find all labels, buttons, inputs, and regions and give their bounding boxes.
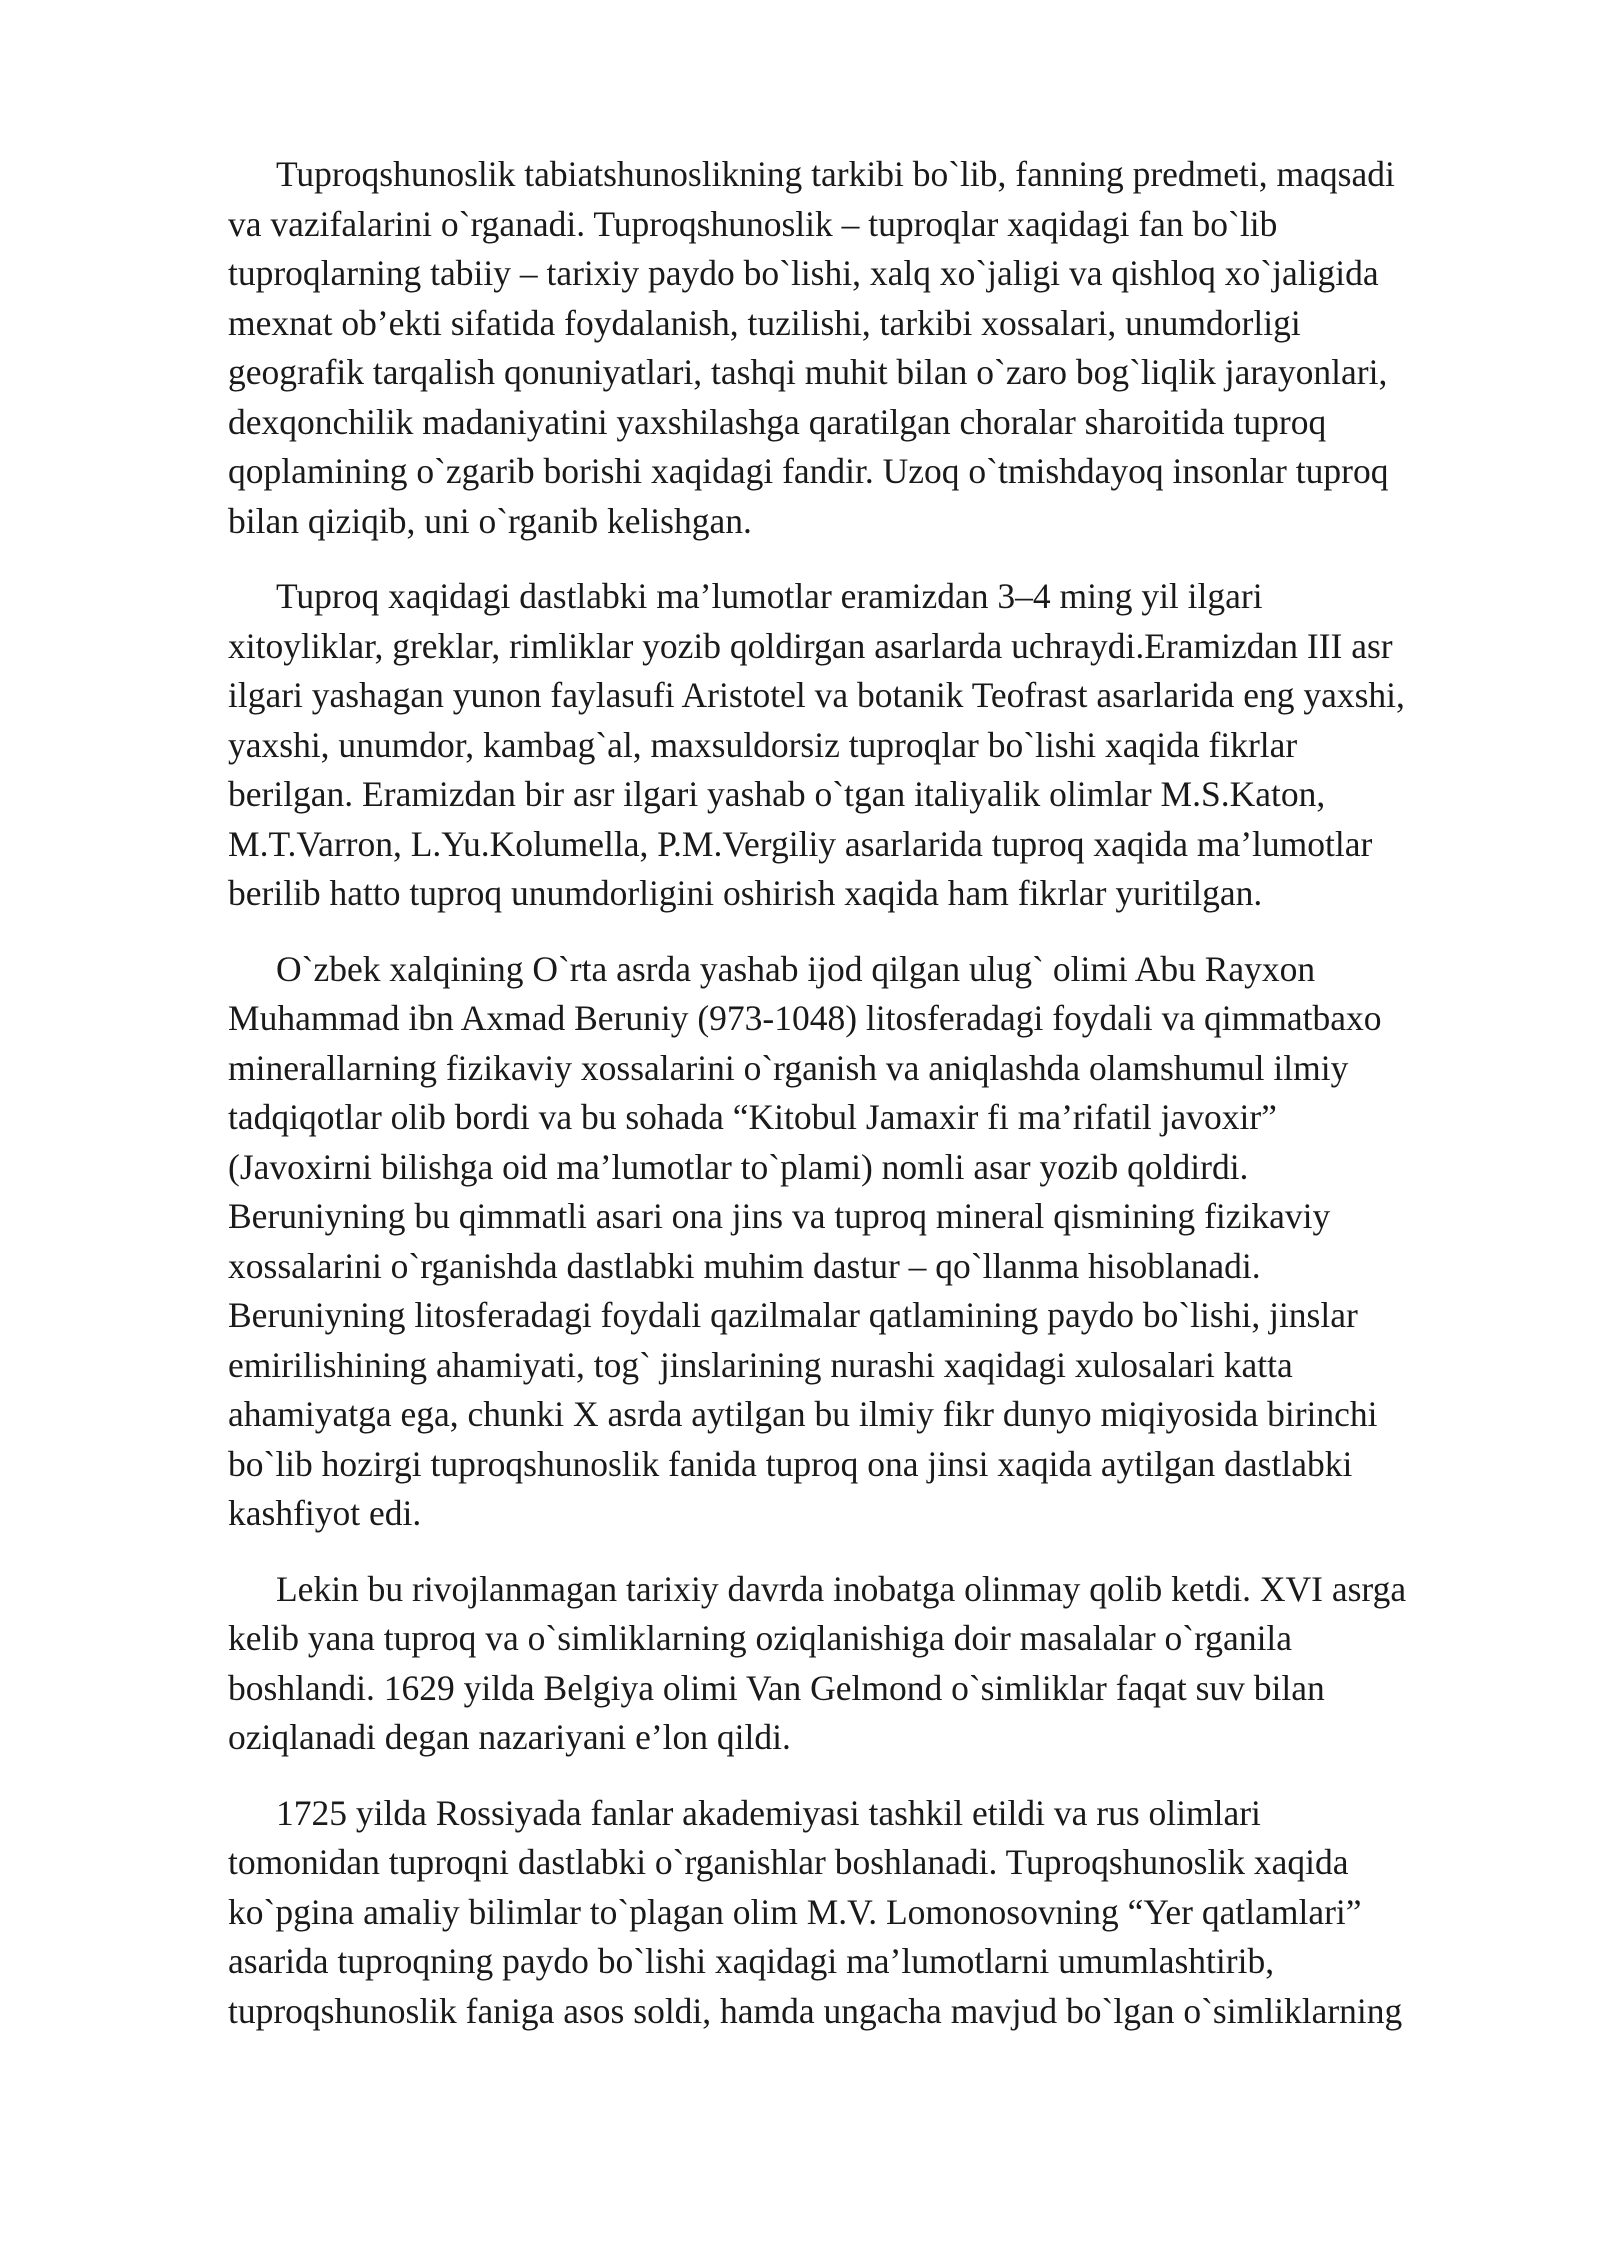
paragraph-line: yaxshi, unumdor, kambag`al, maxsuldorsiz tuproqlar bo`lishi xaqida fikrlar bbox=[228, 724, 1298, 765]
paragraph-3 bbox=[228, 945, 1490, 1539]
paragraph-line: ko`pgina amaliy bilimlar to`plagan olim M.V. Lomonosovning “Yer qatlamlari” bbox=[228, 1891, 1362, 1932]
paragraph-line: va vazifalarini o`rganadi. Tuproqshunoslik – tuproqlar xaqidagi fan bo`lib bbox=[228, 203, 1278, 244]
paragraph-line: emirilishining ahamiyati, tog` jinslarining nurashi xaqidagi xulosalari katta bbox=[228, 1344, 1293, 1385]
paragraph-line: Beruniyning bu qimmatli asari ona jins va tuproq mineral qismining fizikaviy bbox=[228, 1196, 1331, 1236]
paragraph-line: tuproqshunoslik faniga asos soldi, hamda ungacha mavjud bo`lgan o`simliklarning bbox=[228, 1990, 1403, 2031]
paragraph-line: bo`lib hozirgi tuproqshunoslik fanida tuproq ona jinsi xaqida aytilgan dastlabki bbox=[228, 1443, 1353, 1484]
paragraph-line: ahamiyatga ega, chunki X asrda aytilgan bu ilmiy fikr dunyo miqiyosida birinchi bbox=[228, 1394, 1378, 1434]
paragraph-line: xitoyliklar, greklar, rimliklar yozib qoldirgan asarlarda uchraydi.Eramizdan III asr bbox=[228, 625, 1393, 666]
paragraph-line: berilgan. Eramizdan bir asr ilgari yashab o`tgan italiyalik olimlar M.S.Katon, bbox=[228, 774, 1326, 814]
paragraph-line: (Javoxirni bilishga oid ma’lumotlar to`plami) nomli asar yozib qoldirdi. bbox=[228, 1146, 1249, 1187]
paragraph-line: minerallarning fizikaviy xossalarini o`rganish va aniqlashda olamshumul ilmiy bbox=[228, 1047, 1349, 1088]
paragraph-line: mexnat ob’ekti sifatida foydalanish, tuzilishi, tarkibi xossalari, unumdorligi bbox=[228, 302, 1301, 343]
paragraph-line: ilgari yashagan yunon faylasufi Aristotel va botanik Teofrast asarlarida eng yaxshi, bbox=[228, 675, 1405, 715]
paragraph-5 bbox=[228, 1789, 1490, 2037]
paragraph-line: geografik tarqalish qonuniyatlari, tashqi muhit bilan o`zaro bog`liqlik jarayonlari, bbox=[228, 352, 1388, 392]
paragraph-line: oziqlanadi degan nazariyani e’lon qildi. bbox=[228, 1717, 791, 1757]
document-body bbox=[228, 150, 1490, 2062]
paragraph-4 bbox=[228, 1565, 1490, 1763]
paragraph-line: asarida tuproqning paydo bo`lishi xaqidagi ma’lumotlarni umumlashtirib, bbox=[228, 1941, 1275, 1981]
paragraph-line: tuproqlarning tabiiy – tarixiy paydo bo`lishi, xalq xo`jaligi va qishloq xo`jaligida bbox=[228, 253, 1379, 293]
paragraph-line: bilan qiziqib, uni o`rganib kelishgan. bbox=[228, 500, 752, 541]
paragraph-line: Lekin bu rivojlanmagan tarixiy davrda inobatga olinmay qolib ketdi. XVI asrga bbox=[276, 1568, 1407, 1609]
paragraph-line: berilib hatto tuproq unumdorligini oshirish xaqida ham fikrlar yuritilgan. bbox=[228, 873, 1263, 913]
paragraph-line: qoplamining o`zgarib borishi xaqidagi fandir. Uzoq o`tmishdayoq insonlar tuproq bbox=[228, 451, 1389, 491]
paragraph-line: kashfiyot edi. bbox=[228, 1493, 422, 1533]
paragraph-line: tadqiqotlar olib bordi va bu sohada “Kitobul Jamaxir fi ma’rifatil javoxir” bbox=[228, 1097, 1277, 1137]
paragraph-line: Beruniyning litosferadagi foydali qazilmalar qatlamining paydo bo`lishi, jinslar bbox=[228, 1295, 1358, 1335]
paragraph-line: dexqonchilik madaniyatini yaxshilashga qaratilgan choralar sharoitida tuproq bbox=[228, 401, 1327, 442]
paragraph-line: tomonidan tuproqni dastlabki o`rganishlar boshlanadi. Tuproqshunoslik xaqida bbox=[228, 1842, 1349, 1882]
paragraph-1 bbox=[228, 150, 1490, 546]
paragraph-line: 1725 yilda Rossiyada fanlar akademiyasi tashkil etildi va rus olimlari bbox=[276, 1792, 1261, 1833]
paragraph-line: boshlandi. 1629 yilda Belgiya olimi Van Gelmond o`simliklar faqat suv bilan bbox=[228, 1667, 1325, 1708]
paragraph-line: Tuproq xaqidagi dastlabki ma’lumotlar eramizdan 3–4 ming yil ilgari bbox=[276, 576, 1263, 616]
paragraph-line: xossalarini o`rganishda dastlabki muhim dastur – qo`llanma hisoblanadi. bbox=[228, 1245, 1261, 1286]
paragraph-line: kelib yana tuproq va o`simliklarning oziqlanishiga doir masalalar o`rganila bbox=[228, 1618, 1293, 1658]
paragraph-line: Tuproqshunoslik tabiatshunoslikning tarkibi bo`lib, fanning predmeti, maqsadi bbox=[276, 154, 1395, 194]
paragraph-line: O`zbek xalqining O`rta asrda yashab ijod qilgan ulug` olimi Abu Rayxon bbox=[276, 948, 1316, 989]
paragraph-line: M.T.Varron, L.Yu.Kolumella, P.M.Vergiliy asarlarida tuproq xaqida ma’lumotlar bbox=[228, 823, 1373, 864]
paragraph-2 bbox=[228, 572, 1490, 919]
paragraph-line: Muhammad ibn Axmad Beruniy (973-1048) litosferadagi foydali va qimmatbaxo bbox=[228, 998, 1382, 1038]
